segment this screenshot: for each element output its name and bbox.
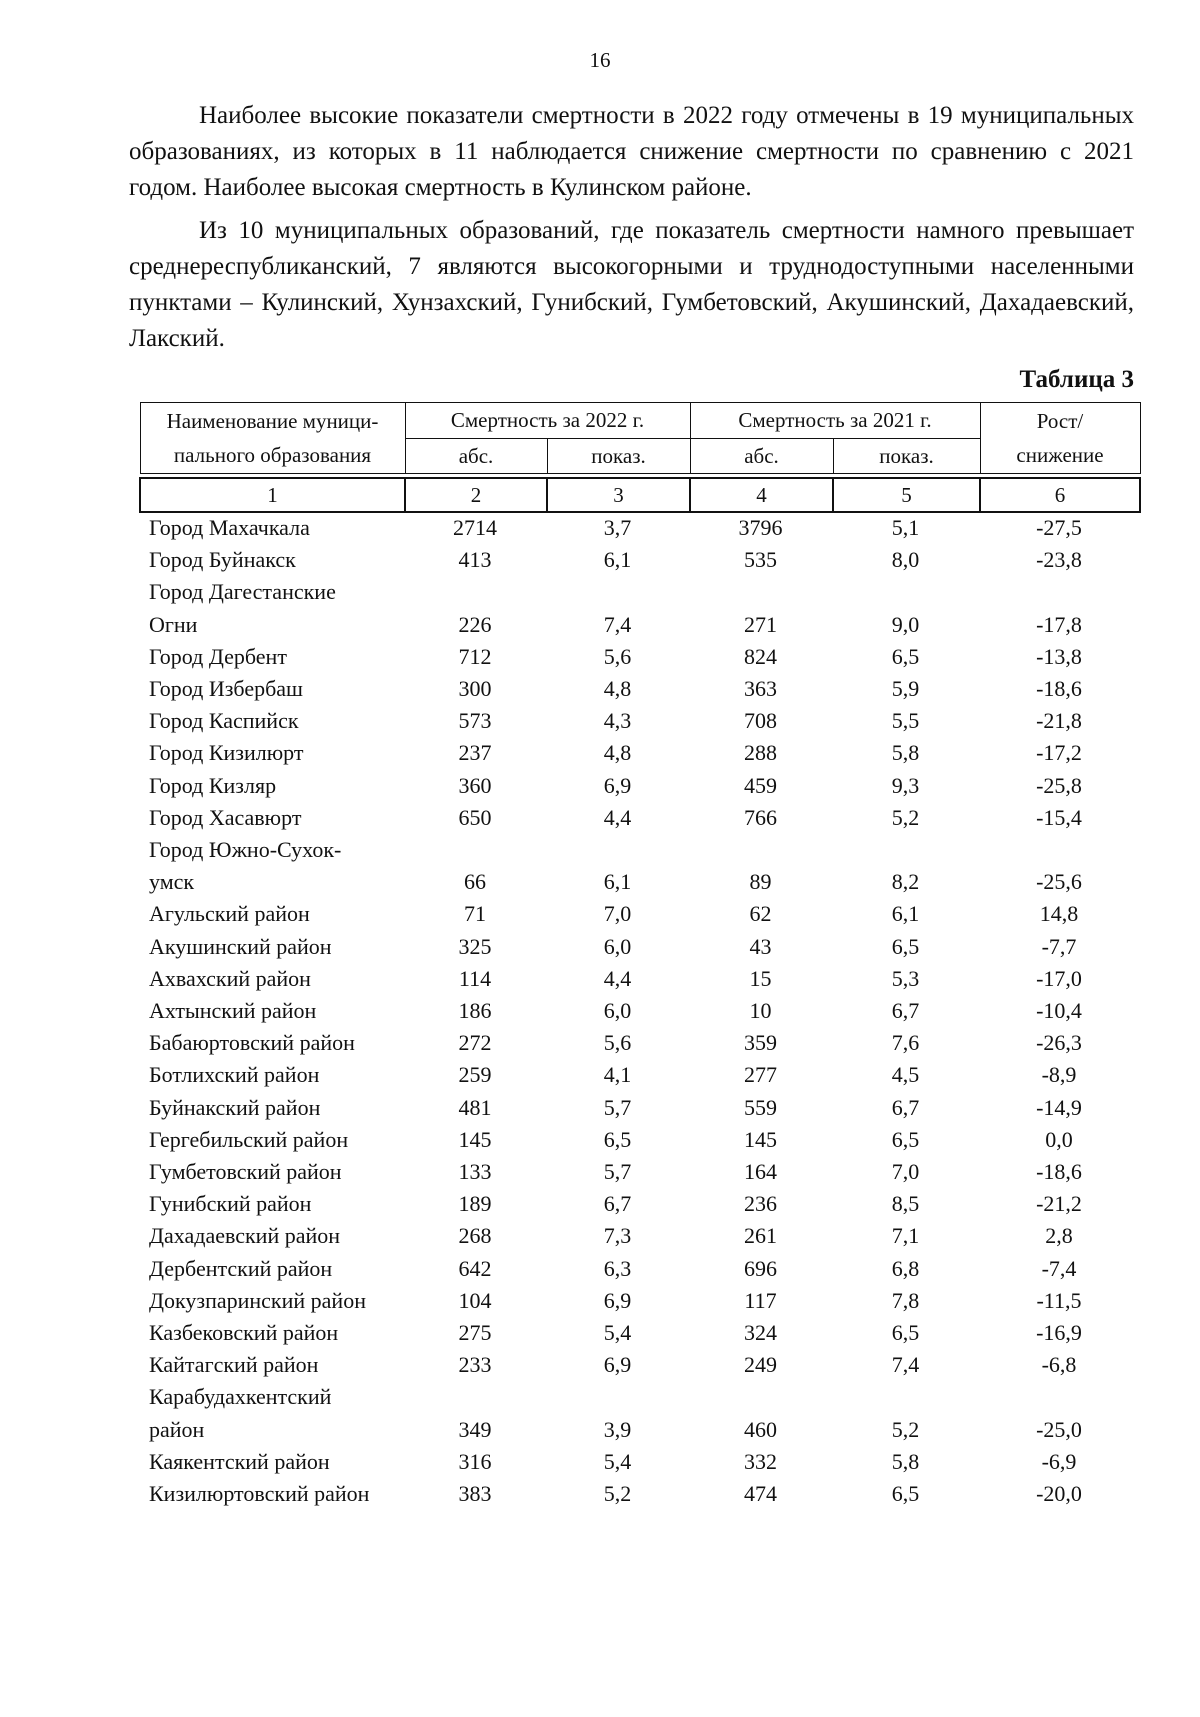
column-number: 3 xyxy=(547,478,690,512)
header-abs-2022: абс. xyxy=(405,439,547,474)
table-row xyxy=(139,770,1139,802)
rate-2021-value: 5,1 xyxy=(891,515,920,540)
rate-2021-value: 5,5 xyxy=(891,708,920,734)
rate-2021-value: 7,6 xyxy=(891,1030,920,1056)
abs-2022-value: 145 xyxy=(458,1126,492,1152)
abs-2022-value: 481 xyxy=(458,1094,492,1120)
header-municipality-line1: Наименование муници- xyxy=(166,409,379,433)
change-value: -6,9 xyxy=(1041,1448,1077,1474)
column-number: 5 xyxy=(833,478,980,512)
municipality-name xyxy=(139,834,404,898)
rate-2021-value: 8,2 xyxy=(891,869,920,895)
table-row xyxy=(139,641,1139,673)
municipality-name xyxy=(139,641,404,673)
municipality-name-line: Город Кизляр xyxy=(149,772,277,798)
abs-2022-value: 66 xyxy=(464,869,486,895)
municipality-name-line: Город Буйнакск xyxy=(149,547,296,573)
table-row xyxy=(139,512,1139,544)
rate-2021-value: 7,4 xyxy=(891,1352,920,1378)
page-number: 16 xyxy=(589,48,611,72)
rate-2021-value: 9,3 xyxy=(891,772,920,798)
abs-2021-value: 277 xyxy=(744,1062,777,1088)
change-value: -15,4 xyxy=(1036,804,1082,830)
abs-2022-value: 133 xyxy=(458,1159,492,1185)
municipality-name xyxy=(139,898,404,930)
rate-2021-value: 6,8 xyxy=(891,1255,920,1281)
rate-2022-value: 6,9 xyxy=(603,772,632,798)
abs-2022-value: 573 xyxy=(458,708,492,734)
abs-2022-value: 325 xyxy=(458,933,492,959)
rate-2022-value: 7,0 xyxy=(603,901,632,927)
rate-2021-value: 6,5 xyxy=(891,1481,920,1507)
change-value: -25,0 xyxy=(1036,1416,1082,1442)
change-value: -17,8 xyxy=(1036,611,1082,637)
column-number: 2 xyxy=(405,478,547,512)
municipality-name xyxy=(139,705,404,737)
rate-2022-value: 5,6 xyxy=(603,643,632,669)
rate-2021-value: 5,8 xyxy=(891,740,920,766)
abs-2021-value: 145 xyxy=(744,1126,777,1152)
rate-2022-value: 4,8 xyxy=(603,676,632,702)
municipality-name xyxy=(139,512,404,544)
abs-2022-value: 233 xyxy=(458,1352,492,1378)
municipality-name xyxy=(139,1220,404,1252)
table-row xyxy=(139,1027,1139,1059)
abs-2021-value: 708 xyxy=(744,708,777,734)
abs-2022-value: 275 xyxy=(458,1320,492,1346)
municipality-name-line: Ботлихский район xyxy=(149,1062,320,1088)
rate-2022-value: 4,4 xyxy=(603,804,632,830)
municipality-name xyxy=(139,1059,404,1091)
change-value: -14,9 xyxy=(1036,1094,1082,1120)
municipality-name xyxy=(139,1349,404,1381)
table-row xyxy=(139,576,1139,640)
paragraph-1 xyxy=(129,98,1134,206)
change-value: -17,0 xyxy=(1036,965,1082,991)
change-value: -25,6 xyxy=(1036,869,1082,895)
table-row xyxy=(139,1092,1139,1124)
column-number: 6 xyxy=(980,478,1140,512)
rate-2022-value: 6,0 xyxy=(603,998,632,1024)
abs-2021-value: 236 xyxy=(744,1191,777,1217)
paragraph-2 xyxy=(129,213,1134,357)
municipality-name-line: Бабаюртовский район xyxy=(149,1030,355,1056)
abs-2021-value: 3796 xyxy=(738,515,783,540)
abs-2021-value: 474 xyxy=(744,1481,777,1507)
municipality-name xyxy=(139,1188,404,1220)
municipality-name-line: Город Каспийск xyxy=(149,708,299,734)
abs-2021-value: 249 xyxy=(744,1352,777,1378)
abs-2021-value: 696 xyxy=(744,1255,777,1281)
abs-2021-value: 766 xyxy=(744,804,777,830)
municipality-name xyxy=(139,1478,404,1510)
table-row xyxy=(139,673,1139,705)
abs-2021-value: 288 xyxy=(744,740,777,766)
change-value: -13,8 xyxy=(1036,643,1082,669)
rate-2021-value: 5,8 xyxy=(891,1448,920,1474)
municipality-name-line: Город Южно-Сухок- xyxy=(149,837,342,863)
abs-2021-value: 261 xyxy=(744,1223,777,1249)
change-value: -11,5 xyxy=(1036,1287,1082,1313)
abs-2022-value: 2714 xyxy=(453,515,497,540)
header-rate-2022: показ. xyxy=(547,439,690,474)
municipality-name-line: Кайтагский район xyxy=(149,1352,319,1378)
rate-2021-value: 4,5 xyxy=(891,1062,920,1088)
rate-2022-value: 6,7 xyxy=(603,1191,632,1217)
table-row xyxy=(139,1124,1139,1156)
municipality-name-line: Дербентский район xyxy=(149,1255,333,1281)
abs-2021-value: 535 xyxy=(744,547,777,573)
municipality-name-line: Огни xyxy=(149,611,198,637)
abs-2022-value: 316 xyxy=(458,1448,492,1474)
municipality-name-line: Ахтынский район xyxy=(149,998,317,1024)
rate-2021-value: 6,7 xyxy=(891,1094,920,1120)
change-value: -20,0 xyxy=(1036,1481,1082,1507)
rate-2021-value: 6,5 xyxy=(891,933,920,959)
rate-2022-value: 7,4 xyxy=(603,611,632,637)
rate-2022-value: 6,3 xyxy=(603,1255,632,1281)
rate-2021-value: 6,1 xyxy=(891,901,920,927)
abs-2021-value: 15 xyxy=(749,965,772,991)
abs-2021-value: 324 xyxy=(744,1320,777,1346)
rate-2021-value: 6,5 xyxy=(891,643,920,669)
table-header xyxy=(139,402,1141,513)
rate-2021-value: 6,5 xyxy=(891,1320,920,1346)
abs-2021-value: 363 xyxy=(744,676,777,702)
rate-2021-value: 5,2 xyxy=(891,1416,920,1442)
change-value: -23,8 xyxy=(1036,547,1082,573)
municipality-name-line: Гергебильский район xyxy=(149,1126,349,1152)
municipality-name xyxy=(139,1381,404,1445)
municipality-name xyxy=(139,1317,404,1349)
municipality-name xyxy=(139,963,404,995)
change-value: -25,8 xyxy=(1036,772,1082,798)
municipality-name-line: Акушинский район xyxy=(149,933,332,959)
abs-2022-value: 712 xyxy=(458,643,492,669)
rate-2022-value: 5,6 xyxy=(603,1030,632,1056)
abs-2022-value: 272 xyxy=(458,1030,492,1056)
change-value: -18,6 xyxy=(1036,1159,1082,1185)
rate-2021-value: 6,7 xyxy=(891,998,920,1024)
abs-2022-value: 383 xyxy=(458,1481,492,1507)
municipality-name-line: Агульский район xyxy=(149,901,310,927)
municipality-name-line: Город Кизилюрт xyxy=(149,740,304,766)
rate-2022-value: 4,3 xyxy=(603,708,632,734)
table-row xyxy=(139,1188,1139,1220)
rate-2022-value: 5,4 xyxy=(603,1320,632,1346)
municipality-name xyxy=(139,1124,404,1156)
municipality-name-line: Карабудахкентский xyxy=(149,1384,332,1410)
municipality-name-line: Город Хасавюрт xyxy=(149,804,302,830)
table-row xyxy=(139,1253,1139,1285)
rate-2021-value: 7,1 xyxy=(891,1223,920,1249)
change-value: 14,8 xyxy=(1039,901,1079,927)
table-row xyxy=(139,1285,1139,1317)
municipality-name-line: Дахадаевский район xyxy=(149,1223,341,1249)
rate-2022-value: 6,9 xyxy=(603,1352,632,1378)
rate-2022-value: 6,5 xyxy=(603,1126,632,1152)
abs-2022-value: 413 xyxy=(458,547,492,573)
municipality-name-line: Город Дербент xyxy=(149,643,287,669)
abs-2022-value: 226 xyxy=(458,611,492,637)
table-row xyxy=(139,931,1139,963)
municipality-name-line: Ахвахский район xyxy=(149,965,311,991)
rate-2021-value: 5,2 xyxy=(891,804,920,830)
table-row xyxy=(139,834,1139,898)
abs-2022-value: 300 xyxy=(458,676,492,702)
municipality-name-line: Город Избербаш xyxy=(149,676,303,702)
change-value: -16,9 xyxy=(1036,1320,1082,1346)
abs-2022-value: 349 xyxy=(458,1416,492,1442)
rate-2022-value: 7,3 xyxy=(603,1223,632,1249)
abs-2021-value: 559 xyxy=(744,1094,777,1120)
abs-2021-value: 332 xyxy=(744,1448,777,1474)
change-value: -26,3 xyxy=(1036,1030,1082,1056)
table-row xyxy=(139,1478,1139,1510)
municipality-name-line: Кизилюртовский район xyxy=(149,1481,370,1507)
abs-2022-value: 237 xyxy=(458,740,492,766)
header-abs-2021: абс. xyxy=(690,439,833,474)
table-row xyxy=(139,1220,1139,1252)
municipality-name xyxy=(139,576,404,640)
municipality-name-line: Каякентский район xyxy=(149,1448,330,1474)
table-caption: Таблица 3 xyxy=(1019,366,1134,393)
change-value: -17,2 xyxy=(1036,740,1082,766)
change-value: 0,0 xyxy=(1045,1126,1073,1152)
municipality-name xyxy=(139,802,404,834)
abs-2022-value: 71 xyxy=(464,901,486,927)
header-municipality-line2: пального образования xyxy=(173,443,372,467)
abs-2022-value: 268 xyxy=(458,1223,492,1249)
municipality-name xyxy=(139,931,404,963)
abs-2021-value: 460 xyxy=(744,1416,777,1442)
municipality-name xyxy=(139,673,404,705)
municipality-name-line: Докузпаринский район xyxy=(149,1287,366,1313)
municipality-name-line: Гунибский район xyxy=(149,1191,312,1217)
rate-2022-value: 4,1 xyxy=(603,1062,632,1088)
municipality-name xyxy=(139,1027,404,1059)
paragraph-1-text: Наиболее высокие показатели смертности в 2022 году отмечены в 19 муниципальных образованиях, из которых в 11 наблюдается снижение смертности по сравнению с 2021 годом. Наиболее высокая смертность в Кулинском районе. xyxy=(129,102,1134,201)
municipality-name-line: район xyxy=(149,1416,205,1442)
abs-2022-value: 104 xyxy=(458,1287,492,1313)
table-row xyxy=(139,705,1139,737)
change-value: 2,8 xyxy=(1045,1223,1073,1249)
municipality-name xyxy=(139,770,404,802)
table-row xyxy=(139,1059,1139,1091)
rate-2022-value: 5,4 xyxy=(603,1448,632,1474)
abs-2021-value: 10 xyxy=(749,998,772,1024)
rate-2022-value: 4,8 xyxy=(603,740,632,766)
municipality-name xyxy=(139,737,404,769)
rate-2021-value: 8,0 xyxy=(891,547,920,573)
abs-2021-value: 824 xyxy=(744,643,777,669)
abs-2021-value: 459 xyxy=(744,772,777,798)
rate-2022-value: 6,1 xyxy=(603,547,632,573)
rate-2021-value: 7,0 xyxy=(891,1159,920,1185)
municipality-name xyxy=(139,544,404,576)
header-municipality xyxy=(140,403,405,474)
abs-2021-value: 89 xyxy=(749,869,772,895)
rate-2021-value: 5,9 xyxy=(891,676,920,702)
change-value: -8,9 xyxy=(1041,1062,1077,1088)
table-row xyxy=(139,1446,1139,1478)
rate-2022-value: 6,9 xyxy=(603,1287,632,1313)
municipality-name xyxy=(139,1446,404,1478)
abs-2022-value: 114 xyxy=(458,965,492,991)
table-row xyxy=(139,737,1139,769)
abs-2022-value: 259 xyxy=(458,1062,492,1088)
municipality-name-line: Город Дагестанские xyxy=(149,579,336,605)
header-mortality-2021: Смертность за 2021 г. xyxy=(690,403,980,439)
header-change xyxy=(980,403,1140,474)
column-number: 4 xyxy=(690,478,833,512)
header-change-line1: Рост/ xyxy=(1036,409,1084,433)
change-value: -27,5 xyxy=(1036,515,1082,540)
rate-2022-value: 5,2 xyxy=(603,1481,632,1507)
table-row xyxy=(139,544,1139,576)
table-row xyxy=(139,1317,1139,1349)
change-value: -7,7 xyxy=(1041,933,1077,959)
abs-2021-value: 164 xyxy=(744,1159,777,1185)
paragraph-2-text: Из 10 муниципальных образований, где показатель смертности намного превышает среднереспубликанский, 7 являются высокогорными и труднодоступными населенными пунктами – Кулинский, Хунзахский, Гунибский, Гумбетовский, Акушинский, Дахадаевский, Лакский. xyxy=(129,217,1134,352)
abs-2022-value: 650 xyxy=(458,804,492,830)
change-value: -6,8 xyxy=(1041,1352,1077,1378)
table-body xyxy=(139,512,1139,1510)
rate-2022-value: 4,4 xyxy=(603,965,632,991)
table-row xyxy=(139,1156,1139,1188)
abs-2021-value: 117 xyxy=(744,1287,777,1313)
rate-2021-value: 6,5 xyxy=(891,1126,920,1152)
change-value: -21,2 xyxy=(1036,1191,1082,1217)
change-value: -21,8 xyxy=(1036,708,1082,734)
municipality-name xyxy=(139,1285,404,1317)
abs-2021-value: 62 xyxy=(749,901,772,927)
rate-2021-value: 9,0 xyxy=(891,611,920,637)
rate-2022-value: 3,9 xyxy=(603,1416,632,1442)
abs-2021-value: 359 xyxy=(744,1030,777,1056)
header-mortality-2022: Смертность за 2022 г. xyxy=(405,403,690,439)
abs-2021-value: 43 xyxy=(749,933,772,959)
abs-2022-value: 186 xyxy=(458,998,492,1024)
header-rate-2021: показ. xyxy=(833,439,980,474)
table-row xyxy=(139,1349,1139,1381)
rate-2022-value: 6,1 xyxy=(603,869,632,895)
abs-2022-value: 360 xyxy=(458,772,492,798)
change-value: -7,4 xyxy=(1041,1255,1077,1281)
rate-2021-value: 5,3 xyxy=(891,965,920,991)
table-row xyxy=(139,1381,1139,1445)
rate-2022-value: 5,7 xyxy=(603,1159,632,1185)
table-row xyxy=(139,963,1139,995)
abs-2022-value: 642 xyxy=(458,1255,492,1281)
rate-2022-value: 3,7 xyxy=(603,515,632,540)
change-value: -18,6 xyxy=(1036,676,1082,702)
municipality-name xyxy=(139,1092,404,1124)
column-number: 1 xyxy=(140,478,405,512)
municipality-name xyxy=(139,995,404,1027)
municipality-name xyxy=(139,1156,404,1188)
municipality-name-line: Город Махачкала xyxy=(149,515,310,540)
abs-2022-value: 189 xyxy=(458,1191,492,1217)
change-value: -10,4 xyxy=(1036,998,1082,1024)
rate-2022-value: 6,0 xyxy=(603,933,632,959)
municipality-name-line: умск xyxy=(149,869,195,895)
municipality-name-line: Гумбетовский район xyxy=(149,1159,342,1185)
table-row xyxy=(139,898,1139,930)
header-change-line2: снижение xyxy=(1016,443,1104,467)
abs-2021-value: 271 xyxy=(744,611,777,637)
table-row xyxy=(139,802,1139,834)
municipality-name xyxy=(139,1253,404,1285)
rate-2021-value: 8,5 xyxy=(891,1191,920,1217)
rate-2021-value: 7,8 xyxy=(891,1287,920,1313)
municipality-name-line: Казбековский район xyxy=(149,1320,339,1346)
table-row xyxy=(139,995,1139,1027)
rate-2022-value: 5,7 xyxy=(603,1094,632,1120)
municipality-name-line: Буйнакский район xyxy=(149,1094,321,1120)
